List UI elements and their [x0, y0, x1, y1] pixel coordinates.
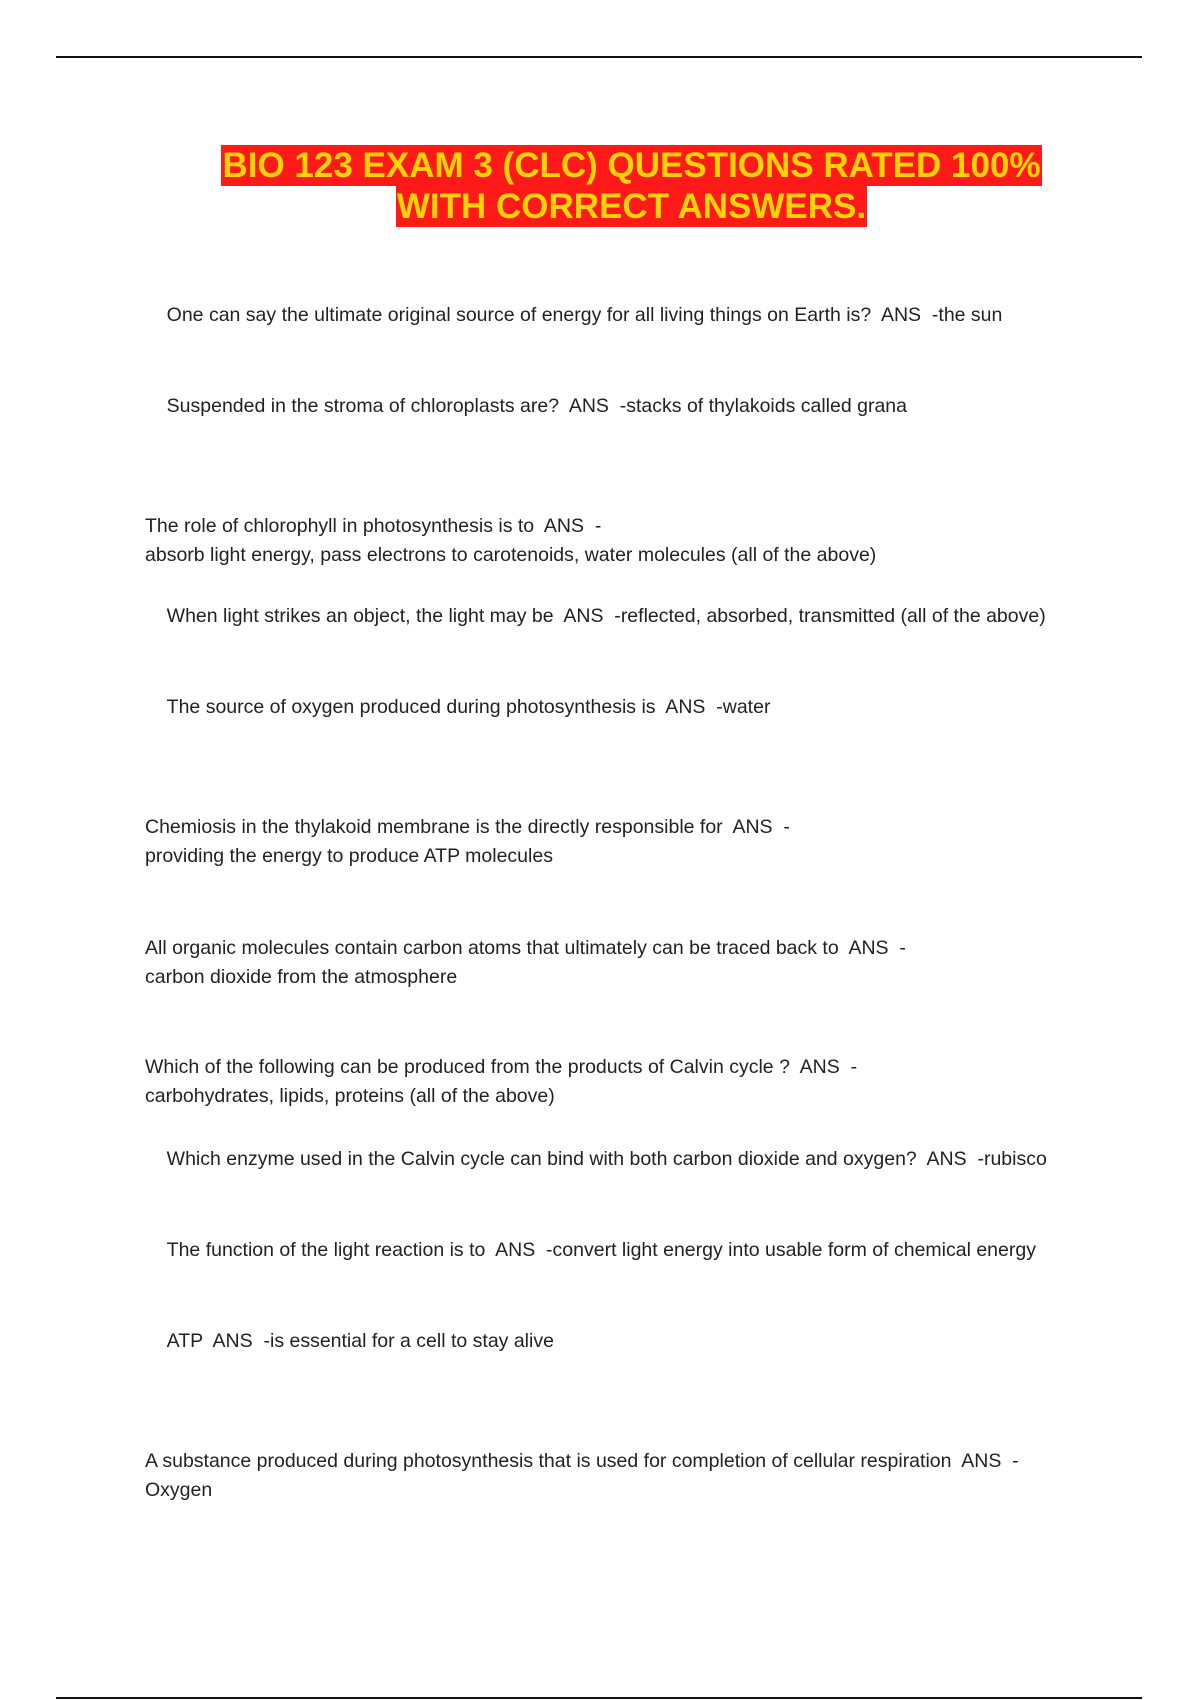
document-title — [0, 145, 1200, 227]
question-text: All organic molecules contain carbon atoms that ultimately can be traced back to ANS - — [145, 937, 906, 959]
question-text: The role of chlorophyll in photosynthesis is to ANS - — [145, 515, 602, 537]
qa-item-12 — [145, 1389, 1075, 1563]
title-line-2: WITH CORRECT ANSWERS. — [396, 187, 867, 226]
answer-text: reflected, absorbed, transmitted (all of the above) — [620, 605, 1046, 627]
answer-text: water — [722, 696, 771, 718]
qa-item-9 — [145, 1116, 1075, 1203]
answer-text: absorb light energy, pass electrons to carotenoids, water molecules (all of the above) — [145, 544, 877, 566]
question-text: Which enzyme used in the Calvin cycle can bind with both carbon dioxide and oxygen? ANS - — [166, 1148, 984, 1170]
question-text: Chemiosis in the thylakoid membrane is the directly responsible for ANS - — [145, 816, 790, 838]
question-text: When light strikes an object, the light may be ANS - — [166, 605, 621, 627]
question-text: A substance produced during photosynthesis that is used for completion of cellular respiration ANS - — [145, 1450, 1019, 1472]
qa-item-5 — [145, 664, 1075, 751]
question-text: Suspended in the stroma of chloroplasts are? ANS - — [166, 395, 627, 417]
question-text: One can say the ultimate original source of energy for all living things on Earth is? ANS - — [166, 304, 939, 326]
top-rule — [56, 56, 1142, 58]
qa-item-11 — [145, 1298, 1075, 1385]
question-text: The source of oxygen produced during photosynthesis is ANS - — [166, 696, 723, 718]
answer-text: rubisco — [983, 1148, 1047, 1170]
answer-text: Oxygen — [145, 1479, 213, 1501]
answer-text: the sun — [938, 304, 1003, 326]
qa-item-4 — [145, 573, 1075, 660]
answer-text: is essential for a cell to stay alive — [269, 1330, 554, 1352]
qa-item-1 — [145, 272, 1075, 359]
question-text: ATP ANS - — [166, 1330, 270, 1352]
answer-text: providing the energy to produce ATP molecules — [145, 845, 553, 867]
qa-item-2 — [145, 363, 1075, 450]
bottom-rule — [56, 1697, 1142, 1699]
answer-text: convert light energy into usable form of chemical energy — [552, 1239, 1036, 1261]
answer-text: carbohydrates, lipids, proteins (all of the above) — [145, 1085, 555, 1107]
title-line-1: BIO 123 EXAM 3 (CLC) QUESTIONS RATED 100% — [222, 146, 1041, 185]
question-text: The function of the light reaction is to ANS - — [166, 1239, 553, 1261]
qa-item-10 — [145, 1207, 1075, 1294]
answer-text: carbon dioxide from the atmosphere — [145, 966, 458, 988]
answer-text: stacks of thylakoids called grana — [626, 395, 907, 417]
question-text: Which of the following can be produced from the products of Calvin cycle ? ANS - — [145, 1056, 858, 1078]
